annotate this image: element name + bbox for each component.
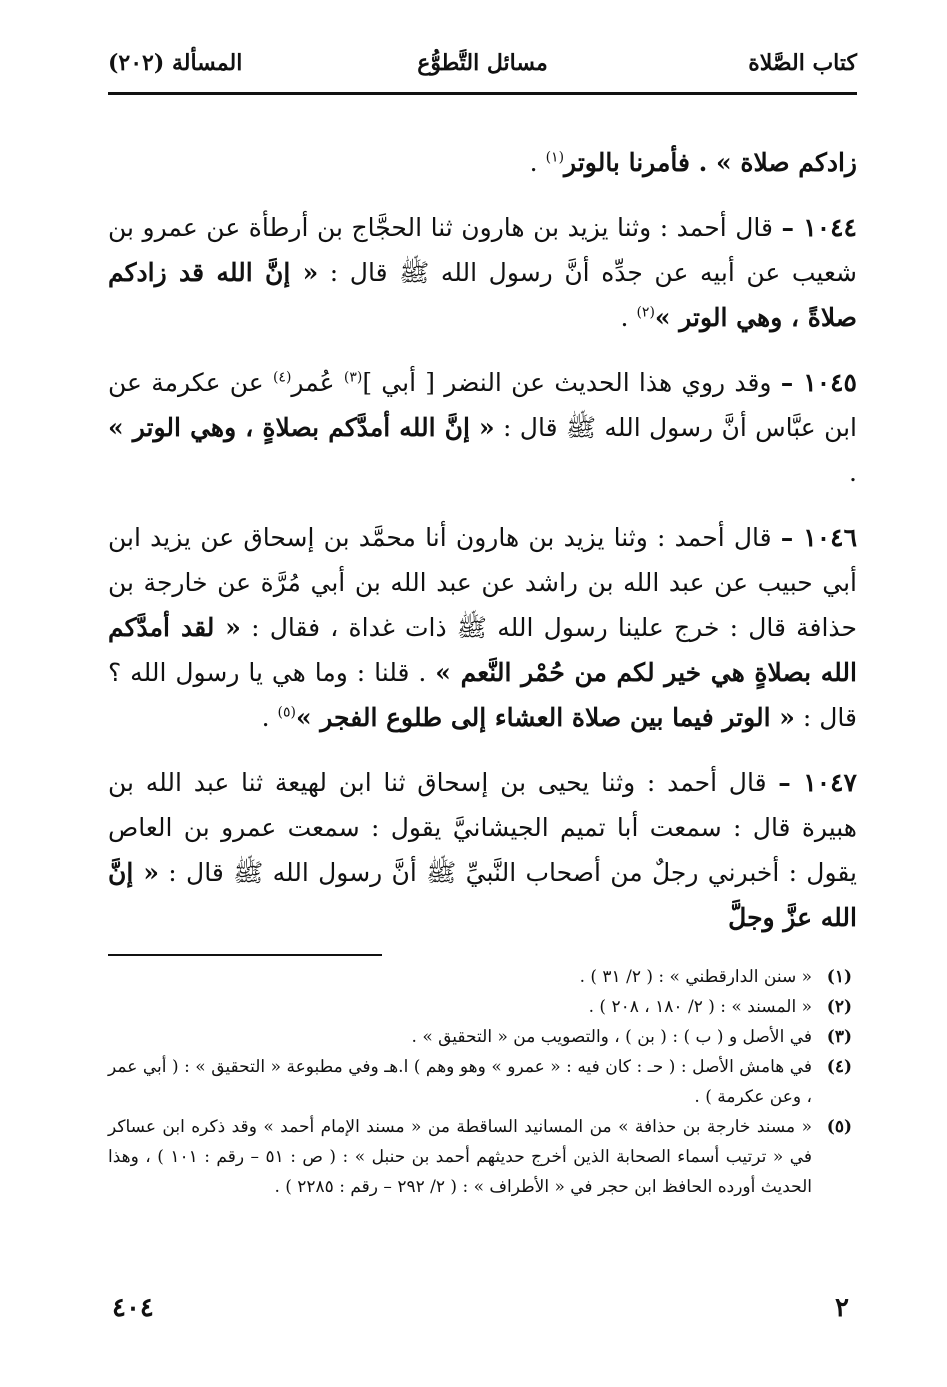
footnote-text: « مسند خارجة بن حذافة » من المسانيد الساقطة من « مسند الإمام أحمد » وقد ذكره ابن عساكر في « ترتيب أسماء الصحابة الذين أخرج حديثهم أحمد بن حنبل » : ( ص : ٥١ – رقم : ١٠١ ) ، وهذا الحديث أورده الحافظ ابن حجر في « الأطراف » : ( ٢/ ٢٩٢ – رقم : ٢٢٨٥ ) . — [108, 1117, 812, 1197]
footnotes — [108, 962, 852, 1202]
footnote-text: « المسند » : ( ٢/ ١٨٠ ، ٢٠٨ ) . — [588, 997, 812, 1017]
hadith-quote: « إنَّ الله قد زادكم صلاةً ، وهي الوتر » — [108, 258, 857, 332]
volume-number: ٢ — [835, 1293, 849, 1323]
hadith-quote: « إنَّ الله عزَّ وجلَّ — [108, 858, 857, 932]
footnote-number: (٤) — [826, 1057, 852, 1077]
footnote-number: (٥) — [826, 1117, 852, 1137]
footnote-reference: (٣) — [343, 369, 363, 386]
narration-text: . — [529, 148, 546, 177]
narration-text: عن عكرمة عن ابن عبَّاس أنَّ رسول الله ﷺ قال : — [108, 368, 857, 442]
hadith-paragraph — [108, 760, 857, 940]
hadith-quote: « إنَّ الله أمدَّكم بصلاةٍ ، وهي الوتر » — [108, 413, 495, 442]
footnote-reference: (٤) — [272, 369, 292, 386]
narration-text: قال أحمد : وثنا يزيد بن هارون أنا محمَّد بن إسحاق عن يزيد ابن أبي حبيب عن عبد الله بن راشد عن عبد الله بن أبي مُرَّة عن خارجة بن حذافة قال : خرج علينا رسول الله ﷺ ذات غداة ، فقال : — [108, 523, 858, 642]
footnote — [108, 992, 852, 1022]
header-chapter-title: مسائل التَّطوُّع — [417, 50, 548, 76]
hadith-quote: « الوتر فيما بين صلاة العشاء إلى طلوع الفجر » — [295, 703, 795, 732]
narration-text: وقد روي هذا الحديث عن النضر [ أبي ] — [362, 368, 781, 397]
footnote-text: « سنن الدارقطني » : ( ٢/ ٣١ ) . — [579, 967, 812, 987]
footnote-reference: (١) — [545, 149, 565, 166]
hadith-paragraph — [108, 205, 857, 340]
footnote-separator — [108, 954, 382, 956]
narration-text: . — [620, 303, 637, 332]
hadith-paragraph — [108, 360, 857, 495]
main-text — [108, 140, 857, 960]
footnote-text: في هامش الأصل : ( حـ : كان فيه : « عمرو » وهو وهم ) ا.هـ وفي مطبوعة « التحقيق » : ( أبي عمر ، وعن عكرمة ) . — [108, 1057, 812, 1107]
hadith-quote: زادكم صلاة » . فأمرنا بالوتر — [564, 148, 857, 177]
footnote-number: (١) — [826, 967, 852, 987]
header-issue-number: المسألة (٢٠٢) — [108, 50, 243, 76]
narration-text: قال أحمد : وثنا يحيى بن إسحاق ثنا ابن لهيعة ثنا عبد الله بن هبيرة قال : سمعت أبا تميم الجيشانيَّ يقول : سمعت عمرو بن العاص يقول : أخبرني رجلٌ من أصحاب النَّبيِّ ﷺ أنَّ رسول الله ﷺ قال : — [108, 768, 857, 887]
narration-text: . — [261, 703, 278, 732]
header-book-title: كتاب الصَّلاة — [748, 50, 857, 76]
running-header — [108, 50, 857, 86]
hadith-quote: « لقد أمدَّكم الله بصلاةٍ هي خير لكم من حُمْر النَّعم » — [108, 613, 857, 687]
hadith-number: ١٠٤٦ – — [780, 523, 857, 552]
footnote — [108, 962, 852, 992]
narration-text: . قلنا : وما هي يا رسول الله ؟ قال : — [108, 658, 857, 732]
footnote — [108, 1022, 852, 1052]
narration-text: . — [849, 458, 857, 487]
footnote-text: في الأصل و ( ب ) : ( بن ) ، والتصويب من « التحقيق » . — [411, 1027, 812, 1047]
footnote — [108, 1112, 852, 1202]
header-rule — [108, 92, 857, 95]
hadith-paragraph — [108, 140, 857, 185]
page-number: ٤٠٤ — [112, 1293, 154, 1323]
hadith-paragraph — [108, 515, 857, 740]
narration-text: عُمر — [291, 368, 344, 397]
footnote-reference: (٢) — [636, 304, 655, 321]
hadith-number: ١٠٤٧ – — [778, 768, 857, 797]
footnote — [108, 1052, 852, 1112]
footnote-reference: (٥) — [277, 704, 296, 721]
hadith-number: ١٠٤٥ – — [780, 368, 857, 397]
footnote-number: (٣) — [826, 1027, 852, 1047]
hadith-number: ١٠٤٤ – — [781, 213, 857, 242]
footnote-number: (٢) — [826, 997, 852, 1017]
narration-text: قال أحمد : وثنا يزيد بن هارون ثنا الحجَّاج بن أرطأة عن عمرو بن شعيب عن أبيه عن جدِّه أنَّ رسول الله ﷺ قال : — [108, 213, 857, 287]
